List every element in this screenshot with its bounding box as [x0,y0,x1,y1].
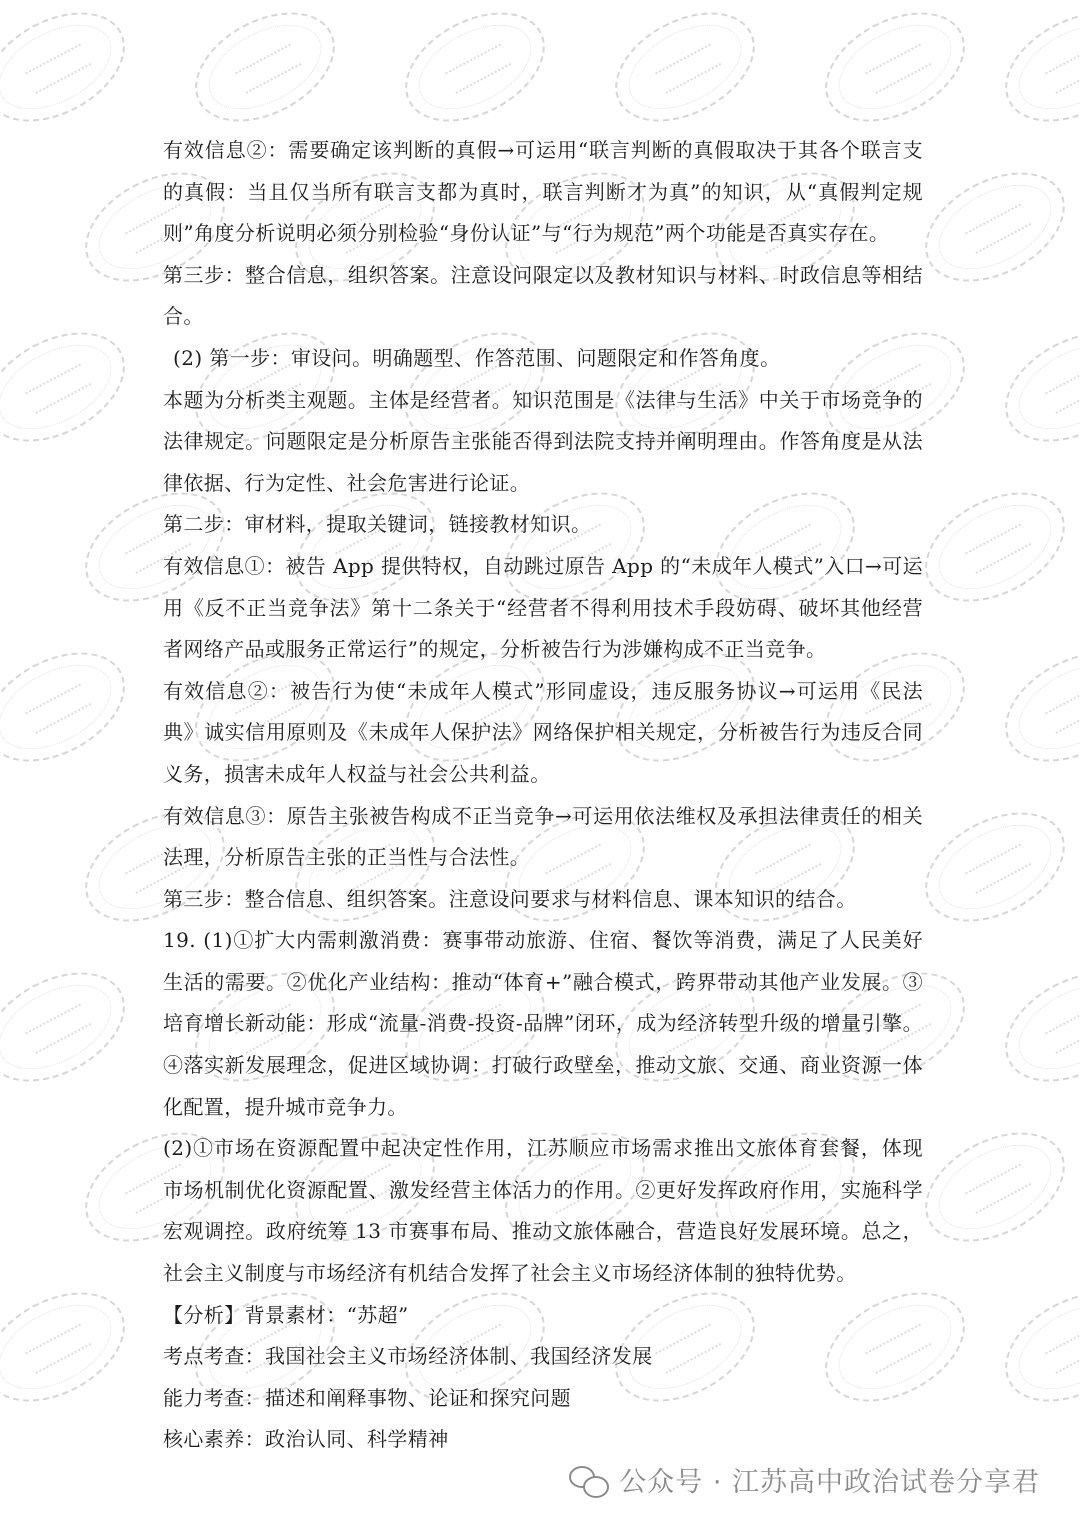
watermark-stamp [907,790,1080,943]
watermark-stamp [177,0,354,144]
watermark-stamp [987,0,1080,144]
watermark-stamp [0,0,143,144]
document-body [163,130,923,1461]
paragraph-test-points: 考点考查：我国社会主义市场经济体制、我国经济发展 [163,1344,653,1369]
paragraph-step-3-a: 第三步：整合信息，组织答案。注意设问限定以及教材知识与材料、时政信息等相结合。 [163,262,923,329]
watermark-stamp [0,310,143,463]
wechat-footer [569,1460,1040,1499]
watermark-stamp [987,310,1080,463]
wechat-icon [569,1464,609,1496]
watermark-stamp [987,630,1080,783]
watermark-stamp [597,0,774,144]
watermark-stamp [807,0,984,144]
paragraph-ability: 能力考查：描述和阐释事物、论证和探究问题 [163,1385,571,1410]
paragraph-core-literacy: 核心素养：政治认同、科学精神 [163,1427,449,1452]
paragraph-q2-info-3: 有效信息③：原告主张被告构成不正当竞争→可运用依法维权及承担法律责任的相关法理，分析原告主张的正当性与合法性。 [163,803,923,870]
paragraph-q2-analysis: 本题为分析类主观题。主体是经营者。知识范围是《法律与生活》中关于市场竞争的法律规定。问题限定是分析原告主张能否得到法院支持并阐明理由。作答角度是从法律依据、行为定性、社会危害进行论证。 [163,387,923,495]
watermark-stamp [0,630,143,783]
paragraph-q2-info-2: 有效信息②：被告行为使“未成年人模式”形同虚设，违反服务协议→可运用《民法典》诚实信用原则及《未成年人保护法》网络保护相关规定，分析被告行为违反合同义务，损害未成年人权益与社会公共利益。 [163,678,923,786]
watermark-stamp [907,150,1080,303]
watermark-stamp [987,950,1080,1103]
watermark-stamp [987,1270,1080,1423]
watermark-stamp [0,1270,143,1423]
watermark-stamp [0,950,143,1103]
paragraph-q2-step-1: (2) 第一步：审设问。明确题型、作答范围、问题限定和作答角度。 [173,345,781,370]
paragraph-q19-part-1: 19. (1)①扩大内需刺激消费：赛事带动旅游、住宿、餐饮等消费，满足了人民美好生活的需要。②优化产业结构：推动“体育+”融合模式，跨界带动其他产业发展。③培育增长新动能：形成“流量-消费-投资-品牌”闭环，成为经济转型升级的增量引擎。④落实新发展理念，促进区域协调：打破行政壁垒，推动文旅、交通、商业资源一体化配置，提升城市竞争力。 [163,928,923,1119]
watermark-stamp [907,470,1080,623]
paragraph-q2-info-1: 有效信息①：被告 App 提供特权，自动跳过原告 App 的“未成年人模式”入口→可运用《反不正当竞争法》第十二条关于“经营者不得利用技术手段妨碍、破坏其他经营者网络产品或服务正常运行”的规定，分析被告行为涉嫌构成不正当竞争。 [163,553,923,662]
paragraph-analysis-background: 【分析】背景素材：“苏超” [163,1302,409,1327]
watermark-stamp [907,1110,1080,1263]
footer-label: 公众号 · 江苏高中政治试卷分享君 [619,1467,1040,1498]
paragraph-q2-step-2: 第二步：审材料，提取关键词，链接教材知识。 [163,512,592,537]
paragraph-q19-part-2: (2)①市场在资源配置中起决定性作用，江苏顺应市场需求推出文旅体育套餐，体现市场机制优化资源配置、激发经营主体活力的作用。②更好发挥政府作用，实施科学宏观调控。政府统筹 13 市赛事布局、推动文旅体融合，营造良好发展环境。总之，社会主义制度与市场经济有机结合发挥了社会主义市场经济体制的独特优势。 [163,1136,923,1286]
paragraph-q2-step-3: 第三步：整合信息、组织答案。注意设问要求与材料信息、课本知识的结合。 [163,886,857,911]
paragraph-info-2-judgment: 有效信息②：需要确定该判断的真假→可运用“联言判断的真假取决于其各个联言支的真假：当且仅当所有联言支都为真时，联言判断才为真”的知识，从“真假判定规则”角度分析说明必须分别检验“身份认证”与“行为规范”两个功能是否真实存在。 [163,138,923,246]
watermark-stamp [387,0,564,144]
